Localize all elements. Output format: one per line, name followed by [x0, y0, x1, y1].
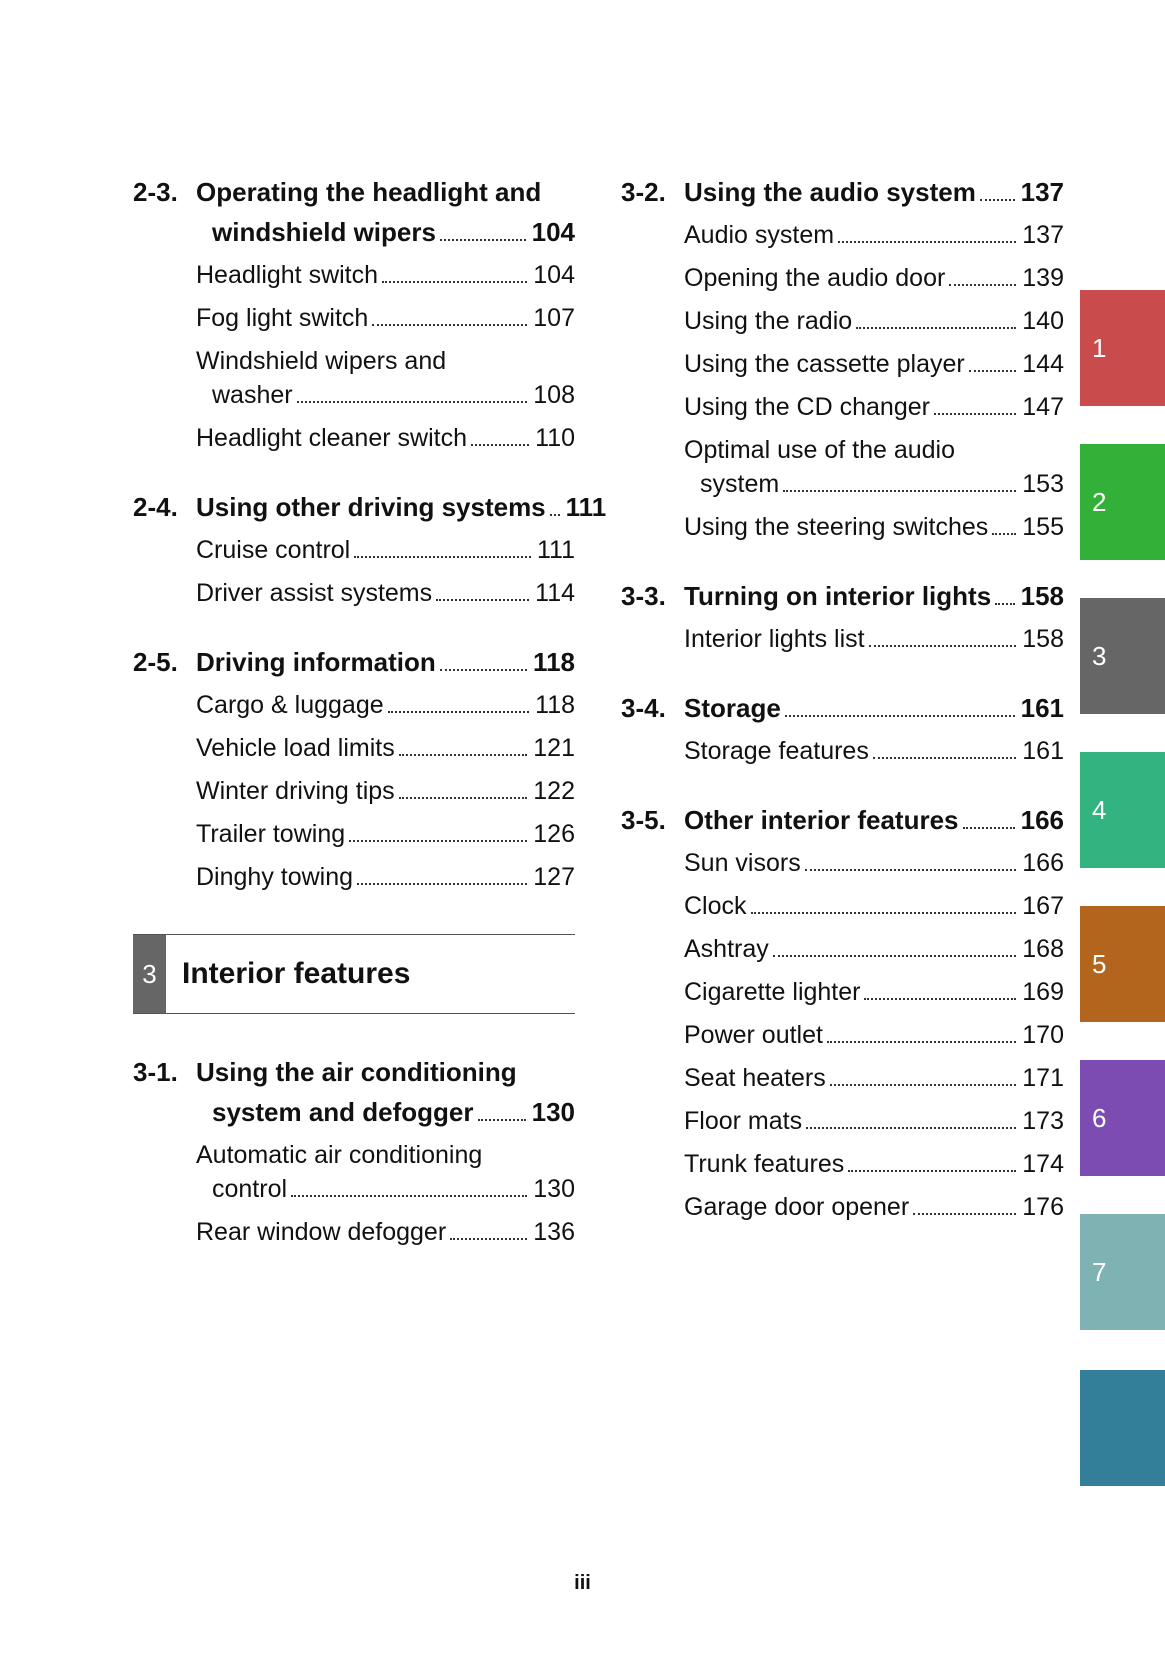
section-title-label: Other interior features: [684, 805, 959, 835]
toc-entry-page: 108: [533, 381, 575, 409]
dot-leader: [773, 955, 1017, 957]
section-number: 2-5.: [133, 647, 178, 677]
toc-entry-label: system: [700, 470, 780, 498]
dot-leader: [478, 1119, 526, 1121]
section-title-page: 166: [1020, 805, 1064, 835]
dot-leader: [864, 998, 1016, 1000]
dot-leader: [471, 444, 529, 446]
chapter-tab-index[interactable]: [1080, 1370, 1165, 1486]
section-items: [196, 1138, 575, 1249]
toc-entry-label: Garage door opener: [684, 1193, 910, 1221]
chapter-tab-2[interactable]: 2: [1080, 444, 1165, 560]
toc-entry[interactable]: [196, 533, 575, 567]
toc-entry-label: Sun visors: [684, 849, 801, 877]
toc-entry[interactable]: [684, 304, 1064, 338]
toc-entry-label: Cruise control: [196, 536, 351, 564]
toc-entry-label: Vehicle load limits: [196, 734, 395, 762]
toc-entry-page: 127: [533, 863, 575, 891]
section-title-page: 111: [565, 492, 607, 522]
toc-entry-label: Using the cassette player: [684, 350, 965, 378]
dot-leader: [830, 1084, 1017, 1086]
dot-leader: [291, 1195, 527, 1197]
chapter-tab-7[interactable]: 7: [1080, 1214, 1165, 1330]
dot-leader: [980, 199, 1015, 201]
section-items: [684, 218, 1064, 544]
toc-entry-page: 104: [533, 261, 575, 289]
toc-entry-page: 126: [533, 820, 575, 848]
section-title-line1: Using the air conditioning: [196, 1057, 517, 1087]
section-title-page: 104: [531, 217, 575, 247]
section-items: [196, 258, 575, 455]
toc-entry-page: 114: [535, 579, 575, 607]
toc-entry-label: Using the radio: [684, 307, 853, 335]
toc-entry-label: Seat heaters: [684, 1064, 826, 1092]
toc-entry[interactable]: [196, 1138, 575, 1206]
section-title-page: 158: [1020, 581, 1064, 611]
toc-entry-page: 121: [533, 734, 575, 762]
toc-entry-page: 122: [533, 777, 575, 805]
toc-entry[interactable]: [196, 301, 575, 335]
dot-leader: [357, 883, 527, 885]
section-heading[interactable]: [133, 1052, 575, 1132]
toc-entry-page: 171: [1022, 1064, 1064, 1092]
dot-leader: [436, 599, 529, 601]
toc-entry-page: 167: [1022, 892, 1064, 920]
toc-section: [133, 487, 607, 610]
toc-entry-page: 153: [1022, 470, 1064, 498]
section-number: 3-3.: [621, 581, 666, 611]
dot-leader: [805, 869, 1017, 871]
section-title-label: Using other driving systems: [196, 492, 546, 522]
toc-entry-page: 118: [535, 691, 575, 719]
section-number: 3-5.: [621, 805, 666, 835]
section-title-label: Turning on interior lights: [684, 581, 992, 611]
toc-entry-label: Power outlet: [684, 1021, 823, 1049]
dot-leader: [856, 327, 1016, 329]
toc-entry[interactable]: [684, 846, 1064, 880]
toc-entry-label: Dinghy towing: [196, 863, 354, 891]
toc-entry-page: 174: [1022, 1150, 1064, 1178]
dot-leader: [873, 757, 1016, 759]
toc-entry[interactable]: [684, 1018, 1064, 1052]
dot-leader: [440, 669, 527, 671]
chapter-tab-6[interactable]: 6: [1080, 1060, 1165, 1176]
toc-entry[interactable]: [684, 734, 1064, 768]
section-items: [196, 688, 575, 894]
dot-leader: [949, 284, 1016, 286]
dot-leader: [399, 797, 528, 799]
dot-leader: [297, 401, 528, 403]
toc-section: [621, 172, 1064, 544]
toc-entry-page: 173: [1022, 1107, 1064, 1135]
section-heading[interactable]: [133, 642, 575, 682]
chapter-tab-3[interactable]: 3: [1080, 598, 1165, 714]
toc-entry-label: Storage features: [684, 737, 869, 765]
toc-entry-page: 144: [1022, 350, 1064, 378]
toc-section: [621, 576, 1064, 656]
dot-leader: [995, 603, 1014, 605]
toc-entry-page: 176: [1022, 1193, 1064, 1221]
dot-leader: [372, 324, 527, 326]
section-heading[interactable]: [621, 688, 1064, 728]
toc-entry[interactable]: [684, 1147, 1064, 1181]
toc-entry-label: Using the steering switches: [684, 513, 989, 541]
toc-entry-label: Cigarette lighter: [684, 978, 861, 1006]
toc-entry-page: 139: [1022, 264, 1064, 292]
chapter-tab-5[interactable]: 5: [1080, 906, 1165, 1022]
section-title-page: 161: [1020, 693, 1064, 723]
toc-section: [133, 1052, 575, 1249]
toc-entry-label: Rear window defogger: [196, 1218, 447, 1246]
toc-entry-page: 107: [533, 304, 575, 332]
toc-entry-label: Fog light switch: [196, 304, 369, 332]
toc-entry-label: Ashtray: [684, 935, 769, 963]
toc-entry[interactable]: [684, 218, 1064, 252]
section-heading[interactable]: [621, 172, 1064, 212]
toc-entry-label: Opening the audio door: [684, 264, 946, 292]
chapter-header: [133, 934, 575, 1014]
toc-entry-label: Trailer towing: [196, 820, 346, 848]
section-heading[interactable]: [621, 576, 1064, 616]
dot-leader: [382, 281, 527, 283]
dot-leader: [992, 533, 1016, 535]
toc-entry-label: Headlight switch: [196, 261, 379, 289]
section-heading[interactable]: [133, 487, 607, 527]
section-title-label: Using the audio system: [684, 177, 976, 207]
section-number: 3-2.: [621, 177, 666, 207]
toc-section: [133, 642, 575, 894]
page-number: iii: [574, 1572, 591, 1594]
chapter-title: Interior features: [182, 957, 411, 990]
toc-entry-label: Interior lights list: [684, 625, 865, 653]
toc-entry[interactable]: [684, 1190, 1064, 1224]
toc-entry[interactable]: [684, 433, 1064, 501]
section-items: [684, 734, 1064, 768]
toc-entry[interactable]: [684, 1061, 1064, 1095]
toc-entry[interactable]: [684, 932, 1064, 966]
section-title-label: Driving information: [196, 647, 436, 677]
section-title-line1: Operating the headlight and: [196, 177, 542, 207]
dot-leader: [963, 827, 1015, 829]
toc-right-column: [621, 172, 1064, 1233]
toc-entry-page: 136: [533, 1218, 575, 1246]
toc-entry[interactable]: [196, 344, 575, 412]
dot-leader: [806, 1127, 1016, 1129]
dot-leader: [785, 715, 1015, 717]
section-title-label: Storage: [684, 693, 781, 723]
section-items: [684, 622, 1064, 656]
toc-entry-page: 137: [1022, 221, 1064, 249]
toc-entry-label: Audio system: [684, 221, 835, 249]
toc-entry-label: Cargo & luggage: [196, 691, 384, 719]
toc-entry-line1: Windshield wipers and: [196, 347, 447, 375]
dot-leader: [399, 754, 528, 756]
toc-entry-page: 110: [535, 424, 575, 452]
section-title-label: system and defogger: [212, 1097, 474, 1127]
toc-entry[interactable]: [684, 390, 1064, 424]
dot-leader: [969, 370, 1017, 372]
section-title-page: 137: [1020, 177, 1064, 207]
toc-entry-label: Using the CD changer: [684, 393, 930, 421]
section-title-page: 118: [533, 647, 575, 677]
toc-entry[interactable]: [684, 347, 1064, 381]
toc-entry-label: Headlight cleaner switch: [196, 424, 467, 452]
section-heading[interactable]: [621, 800, 1064, 840]
toc-entry-line1: Optimal use of the audio: [684, 436, 955, 464]
toc-entry-label: Floor mats: [684, 1107, 803, 1135]
section-title-label: windshield wipers: [212, 217, 436, 247]
toc-entry[interactable]: [684, 889, 1064, 923]
toc-entry-label: washer: [212, 381, 293, 409]
dot-leader: [913, 1213, 1016, 1215]
toc-entry[interactable]: [196, 258, 575, 292]
chapter-tab-1[interactable]: 1: [1080, 290, 1165, 406]
toc-entry[interactable]: [196, 731, 575, 765]
toc-entry[interactable]: [196, 774, 575, 808]
toc-section: [133, 172, 575, 455]
dot-leader: [869, 645, 1017, 647]
toc-entry[interactable]: [684, 1104, 1064, 1138]
toc-entry-line1: Automatic air conditioning: [196, 1141, 483, 1169]
dot-leader: [349, 840, 527, 842]
dot-leader: [848, 1170, 1016, 1172]
toc-entry[interactable]: [684, 975, 1064, 1009]
toc-entry-label: Trunk features: [684, 1150, 845, 1178]
toc-entry-label: Winter driving tips: [196, 777, 395, 805]
toc-entry-label: Driver assist systems: [196, 579, 433, 607]
toc-entry-label: control: [212, 1175, 288, 1203]
toc-entry-page: 169: [1022, 978, 1064, 1006]
toc-entry-page: 155: [1022, 513, 1064, 541]
dot-leader: [838, 241, 1016, 243]
dot-leader: [440, 239, 526, 241]
toc-entry[interactable]: [684, 622, 1064, 656]
dot-leader: [751, 912, 1017, 914]
dot-leader: [550, 514, 560, 516]
section-number: 3-1.: [133, 1057, 178, 1087]
section-items: [196, 533, 575, 610]
toc-entry[interactable]: [196, 860, 575, 894]
toc-entry[interactable]: [196, 421, 575, 455]
toc-entry-page: 140: [1022, 307, 1064, 335]
toc-entry[interactable]: [196, 1215, 575, 1249]
toc-entry-page: 170: [1022, 1021, 1064, 1049]
toc-entry-page: 147: [1022, 393, 1064, 421]
section-title-page: 130: [531, 1097, 575, 1127]
chapter-number: 3: [133, 935, 166, 1013]
dot-leader: [354, 556, 531, 558]
dot-leader: [450, 1238, 527, 1240]
toc-entry-page: 158: [1022, 625, 1064, 653]
chapter-tab-4[interactable]: 4: [1080, 752, 1165, 868]
section-number: 2-4.: [133, 492, 178, 522]
toc-entry[interactable]: [196, 688, 575, 722]
section-heading[interactable]: [133, 172, 575, 252]
toc-entry[interactable]: [684, 510, 1064, 544]
dot-leader: [388, 711, 530, 713]
toc-entry[interactable]: [196, 817, 575, 851]
toc-entry-page: 111: [536, 536, 575, 564]
dot-leader: [934, 413, 1016, 415]
dot-leader: [783, 490, 1016, 492]
toc-entry[interactable]: [196, 576, 575, 610]
toc-entry-page: 166: [1022, 849, 1064, 877]
toc-entry-page: 130: [533, 1175, 575, 1203]
toc-left-column: [133, 172, 607, 1258]
toc-entry-label: Clock: [684, 892, 747, 920]
toc-section: [621, 800, 1064, 1224]
dot-leader: [827, 1041, 1016, 1043]
section-items: [684, 846, 1064, 1224]
toc-entry[interactable]: [684, 261, 1064, 295]
toc-entry-page: 168: [1022, 935, 1064, 963]
section-number: 2-3.: [133, 177, 178, 207]
section-number: 3-4.: [621, 693, 666, 723]
toc-entry-page: 161: [1022, 737, 1064, 765]
toc-section: [621, 688, 1064, 768]
